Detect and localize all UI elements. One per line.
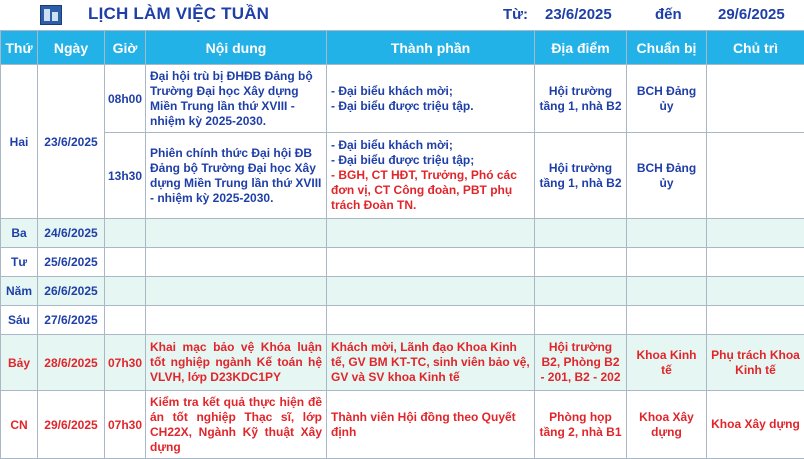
participants-cell: Thành viên Hội đồng theo Quyết định [327,391,535,459]
participant-line: - Đại biểu khách mời; [331,138,453,152]
col-header-chair: Chủ trì [707,31,804,65]
schedule-table [0,30,804,459]
table-row [1,248,804,277]
location-cell: Phòng họp tầng 2, nhà B1 [535,391,627,459]
table-row [1,391,804,459]
location-cell [535,219,627,248]
to-label: đến [655,6,682,23]
day-cell: CN [1,391,38,459]
chair-cell [707,306,804,335]
day-cell: Tư [1,248,38,277]
content-cell: Kiểm tra kết quả thực hiện đề án tốt nghiệp Thạc sĩ, lớp CH22X, Ngành Kỹ thuật Xây dựng [146,391,327,459]
date-cell: 24/6/2025 [38,219,105,248]
col-header-location: Địa điểm [535,31,627,65]
prep-cell [627,219,707,248]
col-header-time: Giờ [105,31,146,65]
date-cell: 27/6/2025 [38,306,105,335]
start-date: 23/6/2025 [545,6,612,23]
schedule-header [0,0,804,30]
participant-line-highlight: - BGH, CT HĐT, Trưởng, Phó các đơn vị, CT Công đoàn, PBT phụ trách Đoàn TN. [331,168,517,212]
prep-cell [627,277,707,306]
chair-cell [707,248,804,277]
participants-cell [327,248,535,277]
date-cell: 25/6/2025 [38,248,105,277]
chair-cell [707,219,804,248]
location-cell: Hội trường tầng 1, nhà B2 [535,133,627,219]
time-cell: 07h30 [105,391,146,459]
chair-cell: Phụ trách Khoa Kinh tế [707,335,804,391]
time-cell [105,277,146,306]
prep-cell [627,248,707,277]
prep-cell: BCH Đảng ủy [627,65,707,133]
participants-cell: Khách mời, Lãnh đạo Khoa Kinh tế, GV BM KT-TC, sinh viên bảo vệ, GV và SV khoa Kinh tế [327,335,535,391]
col-header-date: Ngày [38,31,105,65]
content-cell [146,248,327,277]
content-cell: Phiên chính thức Đại hội ĐB Đảng bộ Trường Đại học Xây dựng Miền Trung lần thứ XVIII - nhiệm kỳ 2025-2030. [146,133,327,219]
location-cell: Hội trường B2, Phòng B2 - 201, B2 - 202 [535,335,627,391]
participant-line: - Đại biểu khách mời; [331,83,453,98]
prep-cell: Khoa Xây dựng [627,391,707,459]
time-cell: 13h30 [105,133,146,219]
participants-cell [327,277,535,306]
page-title: LỊCH LÀM VIỆC TUẦN [88,4,270,23]
time-cell [105,219,146,248]
col-header-prep: Chuẩn bị [627,31,707,65]
prep-cell: BCH Đảng ủy [627,133,707,219]
participants-cell [327,65,535,133]
time-cell: 08h00 [105,65,146,133]
prep-cell: Khoa Kinh tế [627,335,707,391]
table-row [1,133,804,219]
chair-cell [707,65,804,133]
date-cell: 26/6/2025 [38,277,105,306]
chair-cell: Khoa Xây dựng [707,391,804,459]
chair-cell [707,133,804,219]
table-row [1,65,804,133]
table-row [1,306,804,335]
location-cell [535,277,627,306]
date-cell: 29/6/2025 [38,391,105,459]
day-cell: Bảy [1,335,38,391]
date-cell: 28/6/2025 [38,335,105,391]
location-cell [535,306,627,335]
day-cell: Sáu [1,306,38,335]
participants-cell [327,219,535,248]
day-cell: Năm [1,277,38,306]
location-cell: Hội trường tầng 1, nhà B2 [535,65,627,133]
time-cell [105,306,146,335]
content-cell [146,306,327,335]
time-cell [105,248,146,277]
end-date: 29/6/2025 [718,6,785,23]
table-row [1,335,804,391]
content-cell [146,219,327,248]
table-row [1,277,804,306]
location-cell [535,248,627,277]
chair-cell [707,277,804,306]
day-cell: Hai [1,65,38,219]
table-header-row [1,31,804,65]
participant-line: - Đại biểu được triệu tập. [331,98,474,113]
date-cell: 23/6/2025 [38,65,105,219]
prep-cell [627,306,707,335]
participants-cell [327,133,535,219]
from-label: Từ: [503,6,529,23]
time-cell: 07h30 [105,335,146,391]
col-header-day: Thứ [1,31,38,65]
content-cell: Khai mạc bảo vệ Khóa luận tốt nghiệp ngành Kế toán hệ VLVH, lớp D23KDC1PY [146,335,327,391]
content-cell [146,277,327,306]
content-cell: Đại hội trù bị ĐHĐB Đảng bộ Trường Đại học Xây dựng Miền Trung lần thứ XVIII - nhiệm kỳ 2025-2030. [146,65,327,133]
participants-cell [327,306,535,335]
col-header-participants: Thành phần [327,31,535,65]
col-header-content: Nội dung [146,31,327,65]
table-row [1,219,804,248]
day-cell: Ba [1,219,38,248]
building-logo-icon [40,5,62,25]
participant-line: - Đại biểu được triệu tập; [331,153,475,167]
